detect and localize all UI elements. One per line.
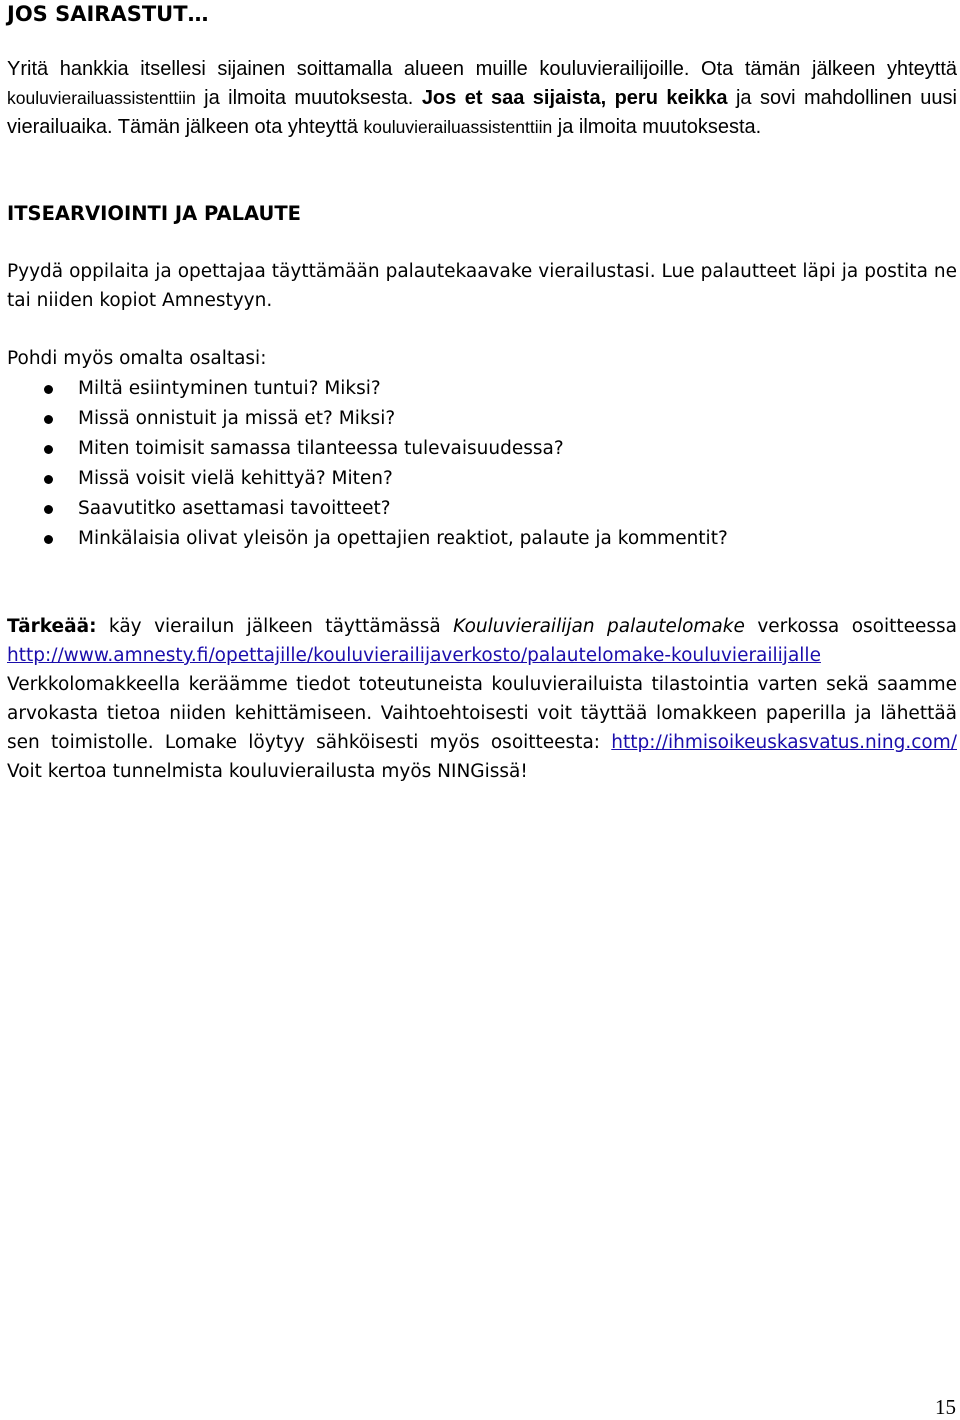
assistant-term: kouluvierailuassistenttiin	[363, 117, 553, 137]
assistant-term: kouluvierailuassistenttiin	[7, 88, 196, 108]
paragraph-feedback: Pyydä oppilaita ja opettajaa täyttämään palautekaavake vierailustasi. Lue palautteet läpi ja postita ne tai niiden kopiot Amnestyyn.	[7, 261, 957, 311]
bullet-icon	[44, 415, 53, 424]
feedback-form-link[interactable]: http://www.amnesty.fi/opettajille/kouluvierailijaverkosto/palautelomake-kouluvierailijalle	[7, 645, 821, 666]
list-item-text: Minkälaisia olivat yleisön ja opettajien reaktiot, palaute ja kommentit?	[78, 528, 728, 549]
list-item	[7, 404, 728, 434]
list-item-text: Miten toimisit samassa tilanteessa tulevaisuudessa?	[78, 438, 564, 459]
bullet-icon	[44, 385, 53, 394]
list-item	[7, 524, 728, 554]
list-item-text: Saavutitko asettamasi tavoitteet?	[78, 498, 391, 519]
list-item	[7, 494, 728, 524]
form-name: Kouluvierailijan palautelomake	[453, 616, 745, 637]
text: ja ilmoita muutoksesta.	[195, 87, 422, 109]
list-item	[7, 464, 728, 494]
list-item-text: Missä voisit vielä kehittyä? Miten?	[78, 468, 393, 489]
bullet-icon	[44, 445, 53, 454]
paragraph-if-sick	[7, 55, 957, 142]
list-item-text: Miltä esiintyminen tuntui? Miksi?	[78, 378, 381, 399]
heading-self-evaluation: ITSEARVIOINTI JA PALAUTE	[7, 202, 301, 225]
bullet-icon	[44, 535, 53, 544]
list-item	[7, 434, 728, 464]
list-item-text: Missä onnistuit ja missä et? Miksi?	[78, 408, 396, 429]
text: Verkkolomakkeella keräämme tiedot toteutuneista kouluvierailuista tilastointia varten sekä saamme arvokasta tietoa niiden kehittämiseen. Vaihtoehtoisesti voit täyttää lomakkeen paperilla ja lähettää sen toimistolle. Lomake löytyy sähköisesti myös osoitteesta:	[7, 674, 957, 753]
bold-instruction: Jos et saa sijaista, peru keikka	[421, 87, 728, 109]
text: käy vierailun jälkeen täyttämässä	[96, 616, 454, 637]
ning-link[interactable]: http://ihmisoikeuskasvatus.ning.com/	[611, 732, 957, 753]
paragraph-important	[7, 612, 957, 786]
text: ja sovi mahdollinen uusi vierailuaika. Tämän jälkeen ota yhteyttä	[7, 87, 958, 138]
list-item	[7, 374, 728, 404]
page-number: 15	[935, 1395, 956, 1419]
bullet-icon	[44, 505, 53, 514]
bullet-icon	[44, 475, 53, 484]
reflect-intro: Pohdi myös omalta osaltasi:	[7, 348, 267, 369]
text: ja ilmoita muutoksesta.	[552, 116, 762, 138]
reflection-list	[7, 374, 728, 554]
heading-if-sick: JOS SAIRASTUT…	[7, 2, 209, 26]
text: verkossa osoitteessa	[744, 616, 958, 637]
important-label: Tärkeää:	[7, 616, 97, 637]
text: Voit kertoa tunnelmista kouluvierailusta myös NINGissä!	[7, 761, 528, 782]
text: Yritä hankkia itsellesi sijainen soittamalla alueen muille kouluvierailijoille. Ota tämän jälkeen yhteyttä	[7, 58, 957, 80]
